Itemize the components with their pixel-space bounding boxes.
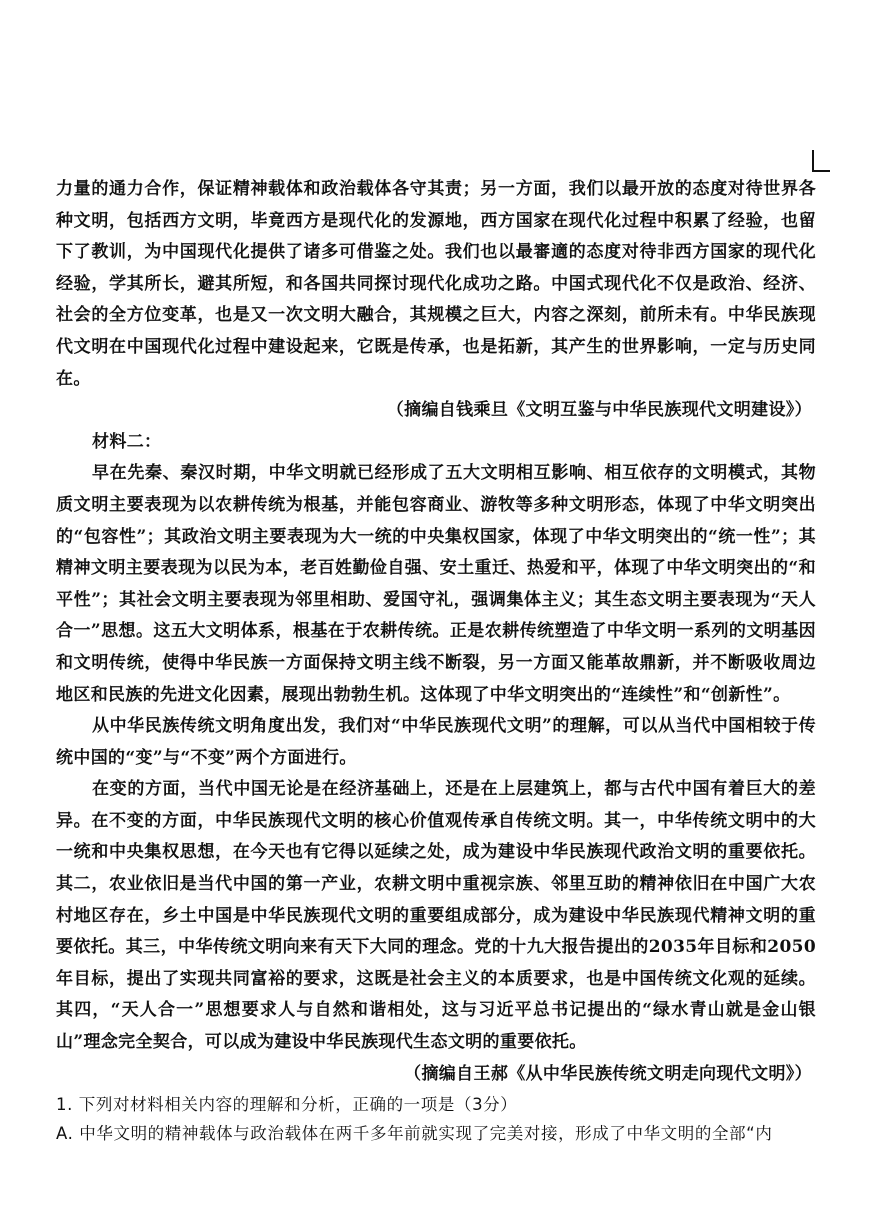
paragraph: 早在先秦、秦汉时期，中华文明就已经形成了五大文明相互影响、相互依存的文明模式，其物质文明主要表现为以农耕传统为根基，并能包容商业、游牧等多种文明形态，体现了中华文明突出的“包容性”；其政治文明主要表现为大一统的中央集权国家，体现了中华文明突出的“统一性”；其精神文明主要表现为以民为本，老百姓勤俭自强、安土重迁、热爱和平，体现了中华文明突出的“和平性”；其社会文明主要表现为邻里相助、爱国守礼，强调集体主义；其生态文明主要表现为“天人合一”思想。这五大文明体系，根基在于农耕传统。正是农耕传统塑造了中华文明一系列的文明基因和文明传统，使得中华民族一方面保持文明主线不断裂，另一方面又能革故鼎新，并不断吸收周边地区和民族的先进文化因素，展现出勃勃生机。这体现了中华文明突出的“连续性”和“创新性”。 [56, 463, 816, 705]
question-stem: 1. 下列对材料相关内容的理解和分析，正确的一项是（3分） [56, 1095, 518, 1115]
paragraph-continuation: 力量的通力合作，保证精神载体和政治载体各守其责；另一方面，我们以最开放的态度对待世界各种文明，包括西方文明，毕竟西方是现代化的发源地，西方国家在现代化过程中积累了经验，也留下了教训，为中国现代化提供了诸多可借鉴之处。我们也以最審適的态度对待非西方国家的现代化经验，学其所长，避其所短，和各国共同探讨现代化成功之路。中国式现代化不仅是政治、经济、社会的全方位变革，也是又一次文明大融合，其规模之巨大，内容之深刻，前所未有。中华民族现代文明在中国现代化过程中建设起来，它既是传承，也是拓新，其产生的世界影响，一定与历史同在。 [56, 179, 816, 389]
source-citation: （摘编自钱乘旦《文明互鉴与中华民族现代文明建设》） [386, 400, 812, 421]
document-body [56, 174, 816, 1148]
corner-crop-mark [812, 150, 830, 172]
answer-option-a: A. 中华文明的精神载体与政治载体在两千多年前就实现了完美对接，形成了中华文明的全部“内 [56, 1124, 773, 1144]
source-citation: （摘编自王郝《从中华民族传统文明走向现代文明》） [404, 1063, 812, 1084]
paragraph: 在变的方面，当代中国无论是在经济基础上，还是在上层建筑上，都与古代中国有着巨大的差异。在不变的方面，中华民族现代文明的核心价值观传承自传统文明。其一，中华传统文明中的大一统和中央集权思想，在今天也有它得以延续之处，成为建设中华民族现代政治文明的重要依托。其二，农业依旧是当代中国的第一产业，农耕文明中重视宗族、邻里互助的精神依旧在中国广大农村地区存在，乡土中国是中华民族现代文明的重要组成部分，成为建设中华民族现代精神文明的重要依托。其三，中华传统文明向来有天下大同的理念。党的十九大报告提出的2035年目标和2050年目标，提出了实现共同富裕的要求，这既是社会主义的本质要求，也是中国传统文化观的延续。其四，“天人合一”思想要求人与自然和谐相处，这与习近平总书记提出的“绿水青山就是金山银山”理念完全契合，可以成为建设中华民族现代生态文明的重要依托。 [56, 779, 816, 1053]
paragraph: 从中华民族传统文明角度出发，我们对“中华民族现代文明”的理解，可以从当代中国相较于传统中国的“变”与“不变”两个方面进行。 [56, 716, 816, 768]
material-heading: 材料二： [92, 431, 162, 452]
